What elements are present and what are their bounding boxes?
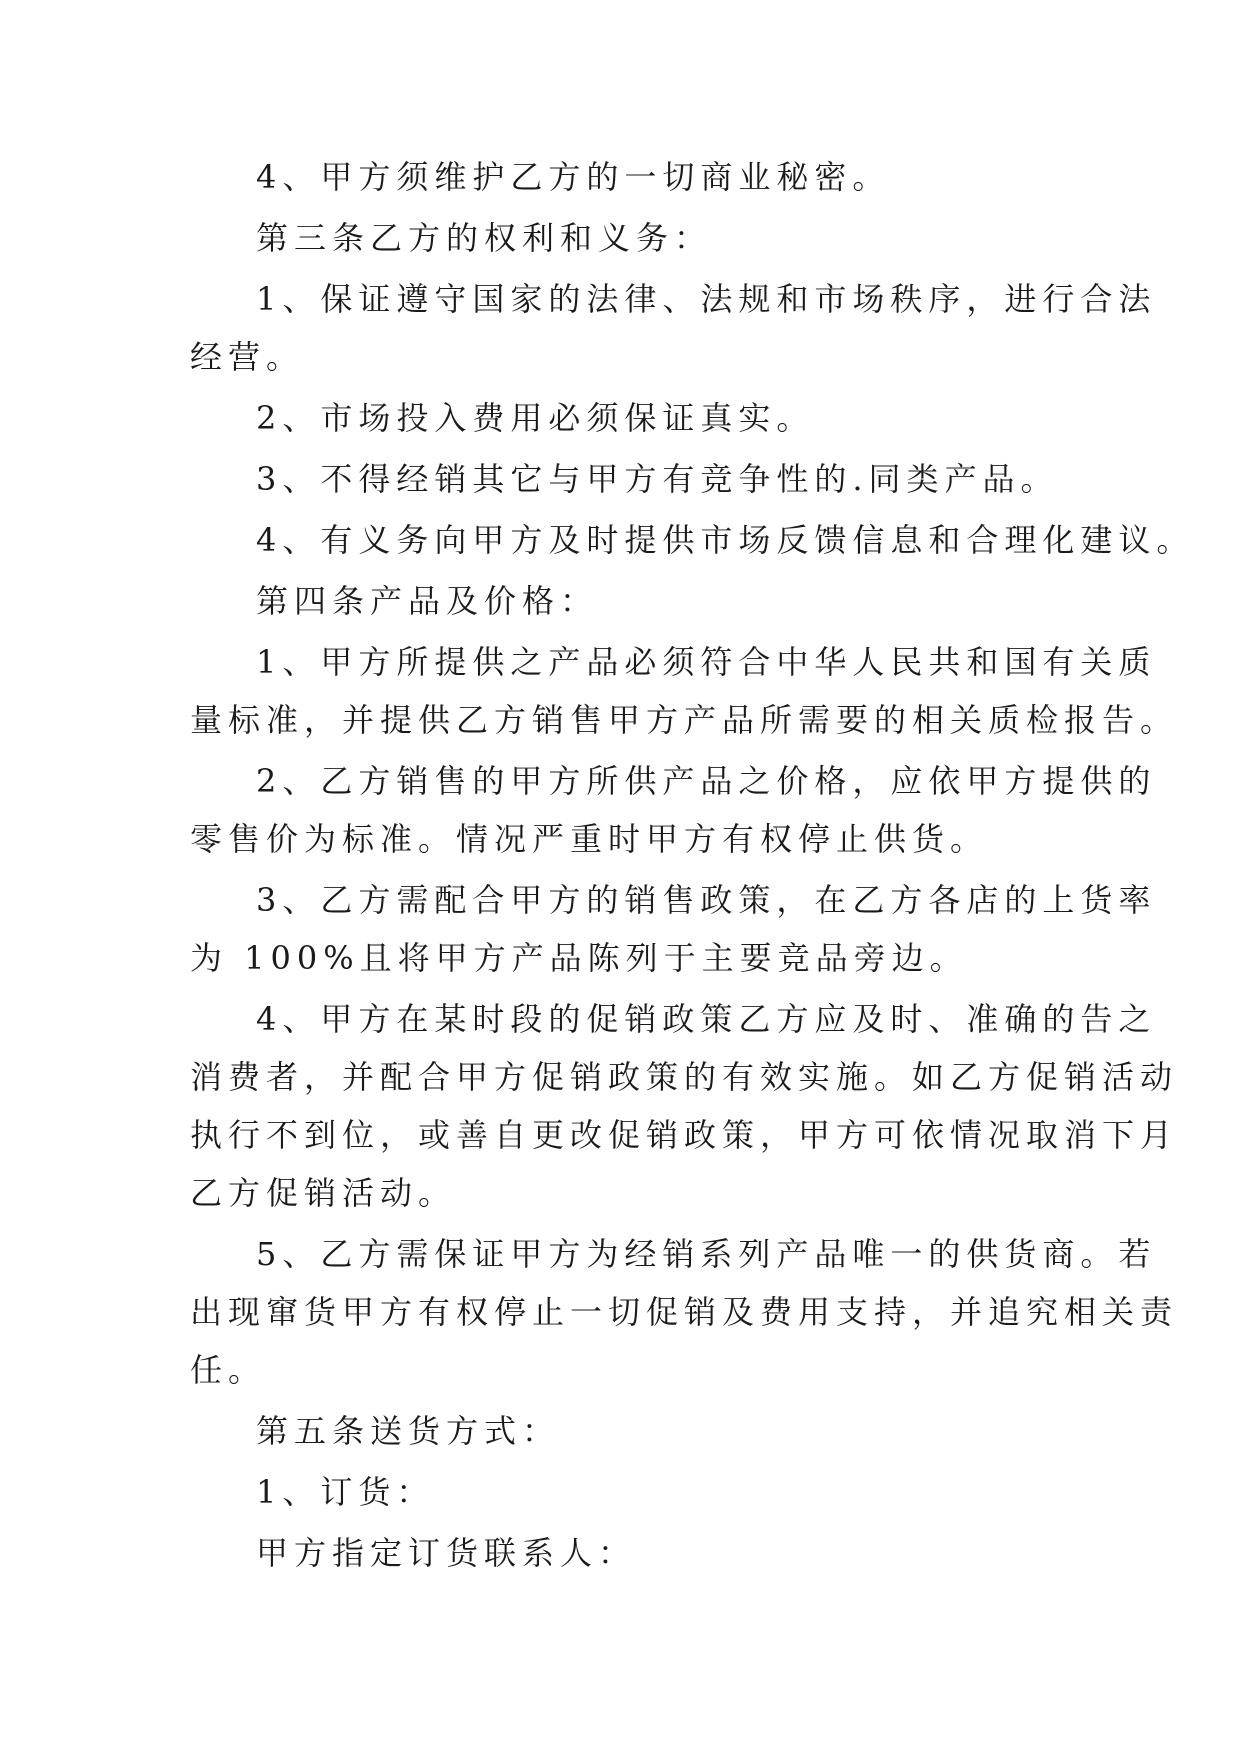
section-heading: 第三条乙方的权利和义务： xyxy=(256,219,713,257)
paragraph-line: 5、乙方需保证甲方为经销系列产品唯一的供货商。若 xyxy=(256,1235,1157,1273)
section-heading: 第四条产品及价格： xyxy=(256,582,599,620)
paragraph-line: 为 100%且将甲方产品陈列于主要竞品旁边。 xyxy=(190,939,968,977)
paragraph-line: 2、市场投入费用必须保证真实。 xyxy=(256,399,815,437)
paragraph-line: 1、甲方所提供之产品必须符合中华人民共和国有关质 xyxy=(256,643,1157,681)
paragraph-line: 执行不到位，或善自更改促销政策，甲方可依情况取消下月 xyxy=(190,1116,1179,1154)
paragraph-line: 1、保证遵守国家的法律、法规和市场秩序，进行合法 xyxy=(256,280,1157,318)
paragraph-line: 4、甲方须维护乙方的一切商业秘密。 xyxy=(256,158,891,196)
paragraph-line: 4、有义务向甲方及时提供市场反馈信息和合理化建议。 xyxy=(256,521,1195,559)
paragraph-line: 甲方指定订货联系人： xyxy=(256,1534,637,1572)
paragraph-line: 4、甲方在某时段的促销政策乙方应及时、准确的告之 xyxy=(256,1000,1157,1038)
paragraph-line: 1、订货： xyxy=(256,1473,435,1511)
paragraph-line: 零售价为标准。情况严重时甲方有权停止供货。 xyxy=(190,820,989,858)
paragraph-line: 出现窜货甲方有权停止一切促销及费用支持，并追究相关责 xyxy=(190,1293,1179,1331)
paragraph-line: 3、乙方需配合甲方的销售政策，在乙方各店的上货率 xyxy=(256,881,1157,919)
section-heading: 第五条送货方式： xyxy=(256,1412,561,1450)
paragraph-line: 消费者，并配合甲方促销政策的有效实施。如乙方促销活动 xyxy=(190,1058,1179,1096)
paragraph-line: 2、乙方销售的甲方所供产品之价格，应依甲方提供的 xyxy=(256,762,1157,800)
paragraph-line: 3、不得经销其它与甲方有竞争性的.同类产品。 xyxy=(256,460,1059,498)
paragraph-line: 任。 xyxy=(190,1351,267,1389)
paragraph-line: 经营。 xyxy=(190,338,305,376)
document-body xyxy=(190,158,1195,1572)
paragraph-line: 量标准，并提供乙方销售甲方产品所需要的相关质检报告。 xyxy=(190,701,1179,739)
paragraph-line: 乙方促销活动。 xyxy=(190,1174,457,1212)
